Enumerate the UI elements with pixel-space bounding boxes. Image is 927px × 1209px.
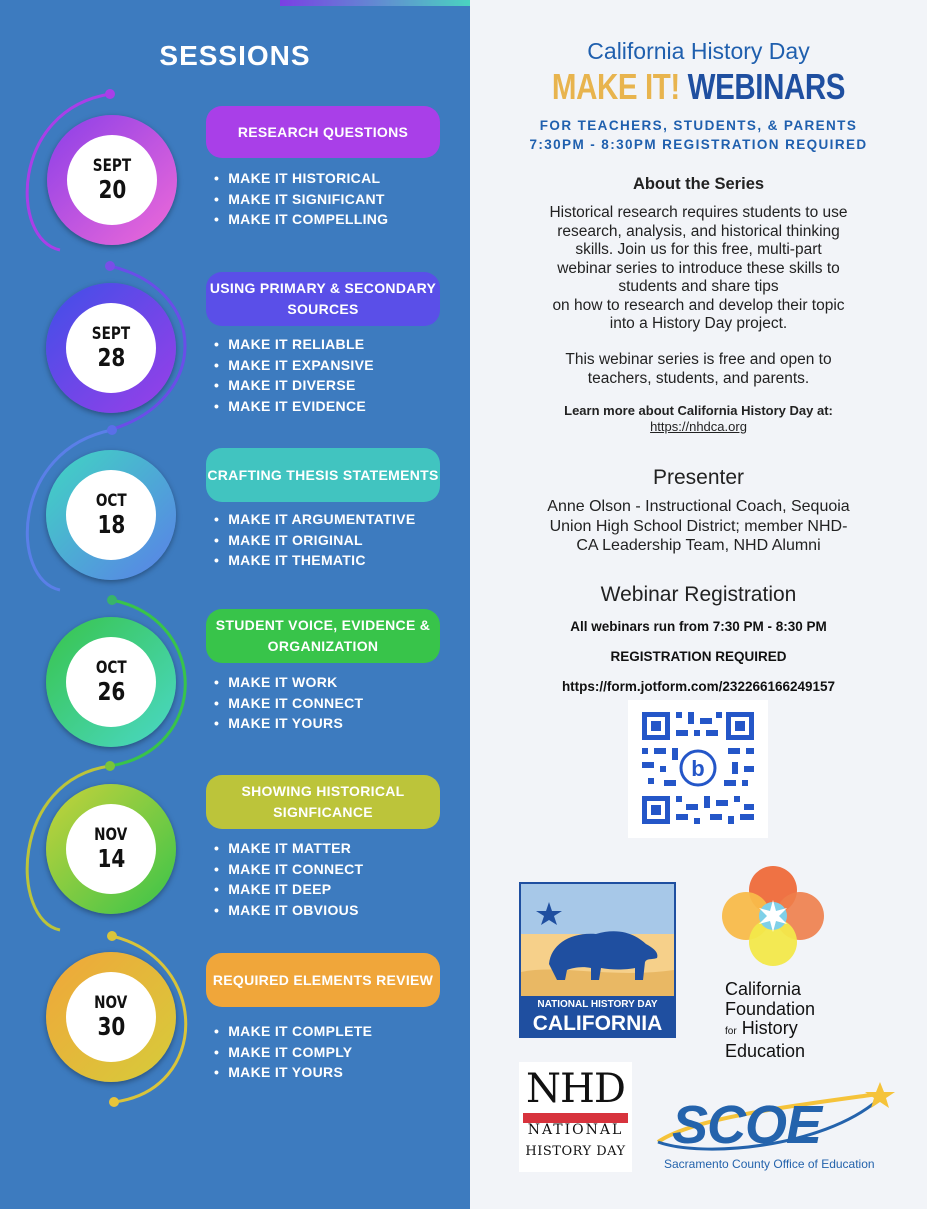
list-item: • MAKE IT DIVERSE [214, 375, 374, 396]
session-bullet-list [214, 334, 374, 416]
list-item: • MAKE IT CONNECT [214, 693, 363, 714]
sessions-title: SESSIONS [159, 40, 311, 71]
session-bullet-list [214, 509, 415, 571]
date-month: OCT [95, 658, 127, 678]
about-line: webinar series to introduce these skills to [557, 259, 840, 277]
list-item: • MAKE IT WORK [214, 672, 363, 693]
nhdca-caption-2: CALIFORNIA [521, 1012, 674, 1036]
cffhe-line [725, 1019, 815, 1042]
registration-time: All webinars run from 7:30 PM - 8:30 PM [570, 619, 827, 634]
list-item: • MAKE IT CONNECT [214, 859, 363, 880]
date-month: SEPT [91, 324, 131, 344]
session-title-pill [206, 609, 440, 663]
about-line: Historical research requires students to use [549, 204, 848, 221]
date-day: 20 [98, 175, 126, 204]
date-circle [46, 450, 176, 580]
date-circle [47, 115, 177, 245]
cffhe-line: California [725, 979, 802, 999]
audience-block [470, 116, 927, 154]
session-title-pill [206, 775, 440, 829]
date-day: 28 [97, 343, 125, 372]
learn-more [470, 403, 927, 435]
registration-url[interactable]: https://form.jotform.com/232266166249157 [561, 679, 836, 694]
presenter-title: Presenter [652, 466, 745, 489]
session-title-pill [206, 272, 440, 326]
list-item: • MAKE IT SIGNIFICANT [214, 189, 388, 210]
list-item: • MAKE IT HISTORICAL [214, 168, 388, 189]
list-item: • MAKE IT COMPELLING [214, 209, 388, 230]
session-title: USING PRIMARY & SECONDARY SOURCES [209, 280, 437, 317]
list-item: • MAKE IT MATTER [214, 838, 363, 859]
about-line: research, analysis, and historical thinking [557, 222, 840, 240]
svg-text:b: b [691, 756, 705, 781]
cffhe-for: for [725, 1026, 737, 1037]
nhd-logo-history-day: HISTORY DAY [525, 1144, 626, 1159]
presenter-line: CA Leadership Team, NHD Alumni [576, 537, 821, 554]
cffhe-line: Education [725, 1040, 806, 1061]
session-title: SHOWING HISTORICAL SIGNFICANCE [241, 783, 405, 820]
audience-line: FOR TEACHERS, STUDENTS, & PARENTS [539, 118, 858, 133]
list-item: • MAKE IT COMPLETE [214, 1021, 372, 1042]
about-line: teachers, students, and parents. [587, 369, 810, 387]
session-title-pill [206, 106, 440, 158]
cffhe-line: Foundation [725, 998, 816, 1019]
about-line: This webinar series is free and open to [565, 351, 832, 368]
date-month: OCT [95, 491, 127, 511]
presenter-details [470, 497, 927, 556]
about-line: into a History Day project. [609, 315, 788, 332]
date-circle [46, 617, 176, 747]
about-line: on how to research and develop their topic [552, 296, 845, 314]
list-item: • MAKE IT EXPANSIVE [214, 355, 374, 376]
list-item: • MAKE IT DEEP [214, 879, 363, 900]
nhdca-link[interactable]: https://nhdca.org [650, 419, 747, 434]
registration-title: Webinar Registration [600, 583, 797, 606]
series-title [511, 66, 886, 108]
date-month: NOV [94, 825, 128, 845]
session-title: RESEARCH QUESTIONS [237, 123, 409, 140]
list-item: • MAKE IT YOURS [214, 1062, 372, 1083]
org-name: California History Day [587, 38, 810, 64]
series-title-make-it: MAKE IT! [551, 66, 680, 107]
list-item: • MAKE IT YOURS [214, 713, 363, 734]
date-month: NOV [94, 993, 128, 1013]
date-day: 14 [97, 844, 125, 873]
about-paragraph [470, 204, 927, 334]
list-item: • MAKE IT THEMATIC [214, 550, 415, 571]
nhd-logo-letters: NHD [526, 1066, 625, 1112]
list-item: • MAKE IT ARGUMENTATIVE [214, 509, 415, 530]
session-bullet-list [214, 168, 388, 230]
about-line: skills. Join us for this free, multi-part [575, 241, 822, 258]
date-day: 26 [97, 677, 125, 706]
session-title-pill [206, 953, 440, 1007]
about-line: students and share tips [618, 278, 779, 295]
list-item: • MAKE IT RELIABLE [214, 334, 374, 355]
cffhe-logo-text [725, 980, 815, 1061]
presenter-line: Anne Olson - Instructional Coach, Sequoia [547, 498, 850, 515]
session-bullet-list [214, 1021, 372, 1083]
presenter-line: Union High School District; member NHD- [549, 517, 848, 535]
time-line: 7:30PM - 8:30PM REGISTRATION REQUIRED [529, 137, 868, 152]
date-circle [46, 283, 176, 413]
nhd-california-logo [519, 882, 676, 1038]
date-month: SEPT [92, 156, 132, 176]
date-circle [46, 952, 176, 1082]
date-circle [46, 784, 176, 914]
session-title: STUDENT VOICE, EVIDENCE & ORGANIZATION [215, 617, 431, 654]
session-title: REQUIRED ELEMENTS REVIEW [212, 971, 434, 988]
series-title-webinars: WEBINARS [687, 66, 846, 107]
session-bullet-list [214, 838, 363, 920]
scoe-logo-text: SCOE [672, 1095, 822, 1155]
qr-code[interactable] [628, 700, 768, 838]
list-item: • MAKE IT ORIGINAL [214, 530, 415, 551]
learn-more-text: Learn more about California History Day at: [564, 403, 833, 418]
nhd-logo [519, 1062, 632, 1172]
session-title-pill [206, 448, 440, 502]
registration-required: REGISTRATION REQUIRED [610, 649, 787, 664]
about-title: About the Series [632, 175, 765, 193]
session-title: CRAFTING THESIS STATEMENTS [207, 466, 439, 483]
list-item: • MAKE IT OBVIOUS [214, 900, 363, 921]
date-day: 30 [97, 1012, 125, 1041]
date-day: 18 [97, 510, 125, 539]
nhd-logo-national: NATIONAL [527, 1122, 624, 1138]
session-bullet-list [214, 672, 363, 734]
scoe-logo-subtitle: Sacramento County Office of Education [664, 1157, 875, 1171]
list-item: • MAKE IT COMPLY [214, 1042, 372, 1063]
cffhe-logo-mark [718, 862, 828, 970]
cffhe-history: History [741, 1018, 798, 1038]
list-item: • MAKE IT EVIDENCE [214, 396, 374, 417]
nhdca-caption-1: NATIONAL HISTORY DAY [521, 996, 674, 1012]
about-paragraph-2 [470, 351, 927, 388]
